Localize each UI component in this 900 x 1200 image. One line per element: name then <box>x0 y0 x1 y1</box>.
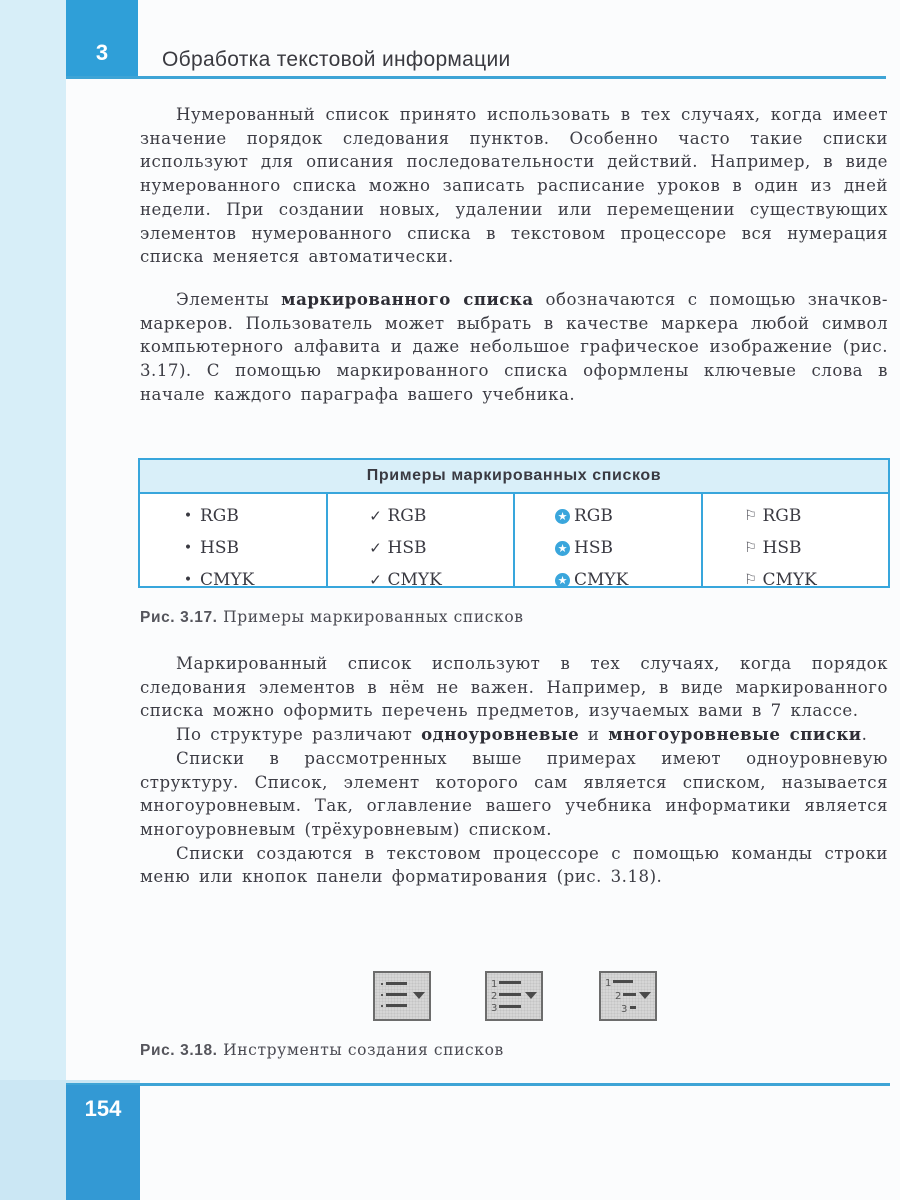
table-body <box>140 494 888 588</box>
paragraph-numbered-lists <box>140 103 888 269</box>
item-label: RGB <box>574 506 613 526</box>
svg-text:2: 2 <box>615 991 622 1002</box>
svg-text:3: 3 <box>491 1003 498 1014</box>
star-circle-icon: ★ <box>555 541 570 556</box>
list-item <box>743 500 889 532</box>
paragraph-text: Нумерованный список принято использовать в тех случаях, когда имеет значение порядок следования пунктов. Особенно часто такие списки используют для описания последовательности действий. Например, в виде нумерованного списка можно записать расписание уроков в один из дней недели. При создании новых, удалении или перемещении существующих элементов нумерованного списка в текстовом процессоре вся нумерация списка меняется автоматически. <box>140 105 888 267</box>
bullet-dot-icon: • <box>183 508 193 524</box>
paragraph-text <box>140 288 888 407</box>
table-column-star <box>515 494 703 588</box>
list-item <box>180 564 326 596</box>
flag-icon: ⚐ <box>744 508 757 524</box>
paragraphs-list-structure <box>140 652 888 889</box>
bulleted-list-icon <box>375 973 429 1019</box>
multilevel-list-icon <box>601 973 655 1019</box>
text-run: . <box>861 725 868 745</box>
table-column-flag <box>703 494 889 588</box>
flag-icon: ⚐ <box>744 572 757 588</box>
figure-caption-3-17 <box>140 608 524 627</box>
page-number: 154 <box>84 1096 122 1121</box>
list-item <box>743 532 889 564</box>
item-label: HSB <box>762 538 802 558</box>
check-mark-icon: ✓ <box>369 507 382 525</box>
table-title: Примеры маркированных списков <box>140 460 888 494</box>
chapter-number: 3 <box>95 40 109 65</box>
list-item <box>555 564 701 596</box>
header-divider <box>66 76 886 79</box>
bullet-dot-icon: • <box>183 540 193 556</box>
list-item <box>555 500 701 532</box>
item-label: RGB <box>387 506 427 526</box>
star-circle-icon: ★ <box>555 573 570 588</box>
check-mark-icon: ✓ <box>369 539 382 557</box>
paragraph-text: Маркированный список используют в тех случаях, когда порядок следования элементов в нём не важен. Например, в виде маркированного списка можно оформить перечень предметов, изучаемых вами в 7 классе. <box>140 654 888 721</box>
figure-caption-3-18 <box>140 1041 504 1060</box>
page-margin-strip <box>0 0 66 1200</box>
table-column-check <box>328 494 516 588</box>
list-item <box>555 532 701 564</box>
paragraph-bulleted-lists <box>140 288 888 407</box>
paragraph-text <box>140 723 888 747</box>
figure-text: Примеры маркированных списков <box>223 608 524 626</box>
item-label: CMYK <box>574 570 629 590</box>
item-label: HSB <box>387 538 427 558</box>
item-label: RGB <box>200 506 239 526</box>
list-item <box>743 564 889 596</box>
numbered-list-button[interactable] <box>485 971 543 1021</box>
svg-text:1: 1 <box>605 978 612 989</box>
list-item <box>368 500 514 532</box>
item-label: RGB <box>762 506 802 526</box>
check-mark-icon: ✓ <box>369 571 382 589</box>
list-item <box>368 564 514 596</box>
bold-term: одноуровневые <box>421 724 580 745</box>
item-label: CMYK <box>200 570 255 590</box>
multilevel-list-button[interactable] <box>599 971 657 1021</box>
item-label: HSB <box>574 538 613 558</box>
paragraph-text: Списки создаются в текстовом процессоре с помощью команды строки меню или кнопок панели форматирования (рис. 3.18). <box>140 843 888 887</box>
chapter-title: Обработка текстовой информации <box>162 48 511 71</box>
flag-icon: ⚐ <box>744 540 757 556</box>
bold-term: многоуровневые списки <box>608 724 862 745</box>
list-item <box>180 532 326 564</box>
svg-text:3: 3 <box>621 1004 628 1015</box>
item-label: CMYK <box>387 570 442 590</box>
text-run: По структуре различают <box>176 725 422 745</box>
figure-text: Инструменты создания списков <box>223 1041 504 1059</box>
list-item <box>180 500 326 532</box>
item-label: CMYK <box>762 570 817 590</box>
paragraph-text: Списки в рассмотренных выше примерах имеют одноуровневую структуру. Список, элемент которого сам является списком, называется многоуровневым. Так, оглавление вашего учебника информатики является многоуровневым (трёхуровневым) списком. <box>140 748 888 839</box>
text-run: обозначаются с помощью значков-маркеров. Пользователь может выбрать в качестве маркера любой символ компьютерного алфавита и даже небольшое графическое изображение (рис. 3.17). С помощью маркированного списка оформлены ключевые слова в начале каждого параграфа вашего учебника. <box>140 290 888 404</box>
numbered-list-icon <box>487 973 541 1019</box>
svg-text:2: 2 <box>491 991 498 1002</box>
bold-term: маркированного списка <box>281 289 534 309</box>
text-run: и <box>579 725 609 745</box>
bulleted-lists-examples-table <box>138 458 890 588</box>
figure-label: Рис. 3.18. <box>140 1042 218 1059</box>
figure-label: Рис. 3.17. <box>140 609 218 626</box>
table-column-bullet <box>140 494 328 588</box>
bulleted-list-button[interactable] <box>373 971 431 1021</box>
list-item <box>368 532 514 564</box>
svg-text:1: 1 <box>491 979 498 990</box>
bullet-dot-icon: • <box>183 572 193 588</box>
text-run: Элементы <box>176 290 282 309</box>
star-circle-icon: ★ <box>555 509 570 524</box>
footer-divider <box>66 1083 890 1086</box>
chapter-tab <box>66 0 138 78</box>
item-label: HSB <box>200 538 239 558</box>
